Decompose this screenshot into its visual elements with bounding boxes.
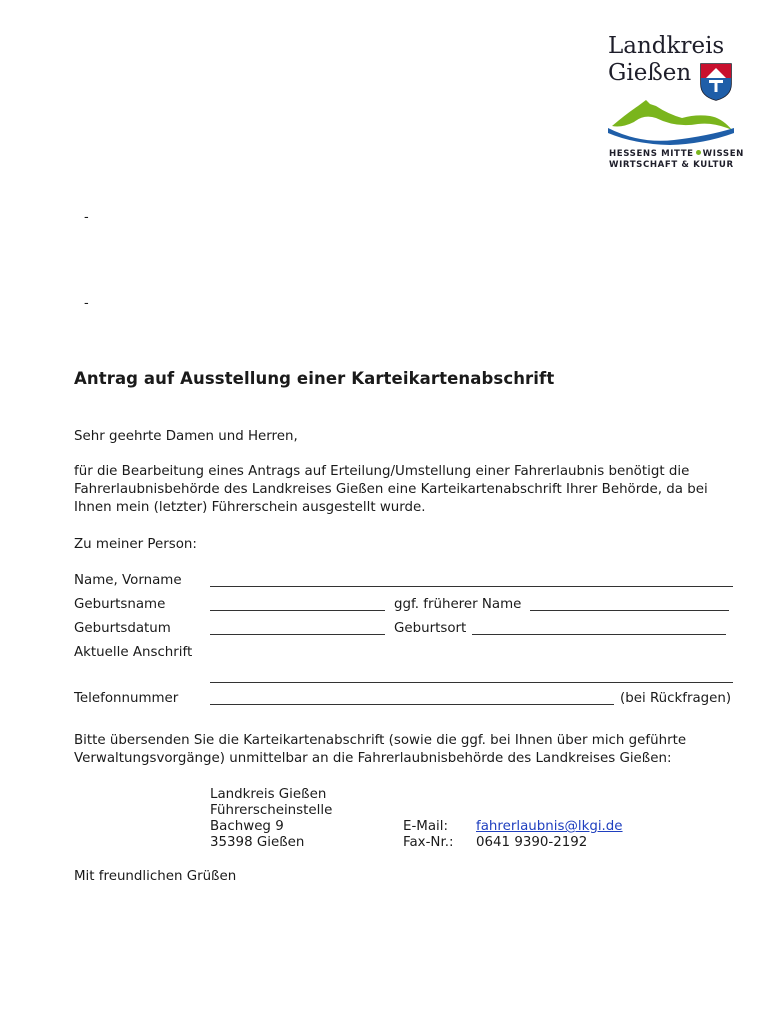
recipient-line-2: Führerscheinstelle (210, 803, 333, 818)
logo-slogan-line2: WIRTSCHAFT & KULTUR (609, 160, 734, 170)
fax-label: Fax-Nr.: (403, 835, 454, 850)
logo-title-line2: Gießen (608, 60, 692, 86)
slogan-part1: HESSENS MITTE (609, 149, 694, 159)
birth-date-label: Geburtsdatum (74, 621, 171, 636)
phone-label: Telefonnummer (74, 691, 179, 706)
address-field[interactable] (210, 669, 733, 683)
fax-number: 0641 9390-2192 (476, 835, 588, 850)
birth-place-label: Geburtsort (394, 621, 467, 636)
landscape-hills-icon (604, 96, 736, 146)
name-label: Name, Vorname (74, 573, 182, 588)
birth-date-field[interactable] (210, 621, 385, 635)
email-link[interactable]: fahrerlaubnis@lkgi.de (476, 819, 623, 834)
birth-name-label: Geburtsname (74, 597, 166, 612)
address-mark-top: - (84, 210, 89, 225)
intro-line-2: Fahrerlaubnisbehörde des Landkreises Gießen eine Karteikartenabschrift Ihrer Behörde, da bei (74, 482, 708, 497)
request-line-2: Verwaltungsvorgänge) unmittelbar an die Fahrerlaubnisbehörde des Landkreises Gießen: (74, 751, 672, 766)
birth-name-field[interactable] (210, 597, 385, 611)
intro-line-1: für die Bearbeitung eines Antrags auf Erteilung/Umstellung einer Fahrerlaubnis benötigt die (74, 464, 690, 479)
recipient-line-4: 35398 Gießen (210, 835, 305, 850)
closing: Mit freundlichen Grüßen (74, 869, 237, 884)
request-line-1: Bitte übersenden Sie die Karteikartenabschrift (sowie die ggf. bei Ihnen über mich geführte (74, 733, 687, 748)
recipient-line-3: Bachweg 9 (210, 819, 284, 834)
phone-note: (bei Rückfragen) (620, 691, 732, 706)
name-field[interactable] (210, 573, 733, 587)
former-name-label: ggf. früherer Name (394, 597, 522, 612)
email-label: E-Mail: (403, 819, 449, 834)
phone-field[interactable] (210, 691, 614, 705)
logo-title-line1: Landkreis (608, 33, 725, 59)
intro-line-3: Ihnen mein (letzter) Führerschein ausgestellt wurde. (74, 500, 426, 515)
recipient-line-1: Landkreis Gießen (210, 787, 327, 802)
birth-place-field[interactable] (472, 621, 726, 635)
person-heading: Zu meiner Person: (74, 537, 197, 552)
address-mark-bottom: - (84, 296, 89, 311)
slogan-part2: WISSEN (702, 149, 744, 159)
address-label: Aktuelle Anschrift (74, 645, 193, 660)
salutation: Sehr geehrte Damen und Herren, (74, 429, 298, 444)
page-title: Antrag auf Ausstellung einer Karteikartenabschrift (74, 369, 555, 388)
slogan-dot (696, 150, 701, 155)
former-name-field[interactable] (530, 597, 729, 611)
